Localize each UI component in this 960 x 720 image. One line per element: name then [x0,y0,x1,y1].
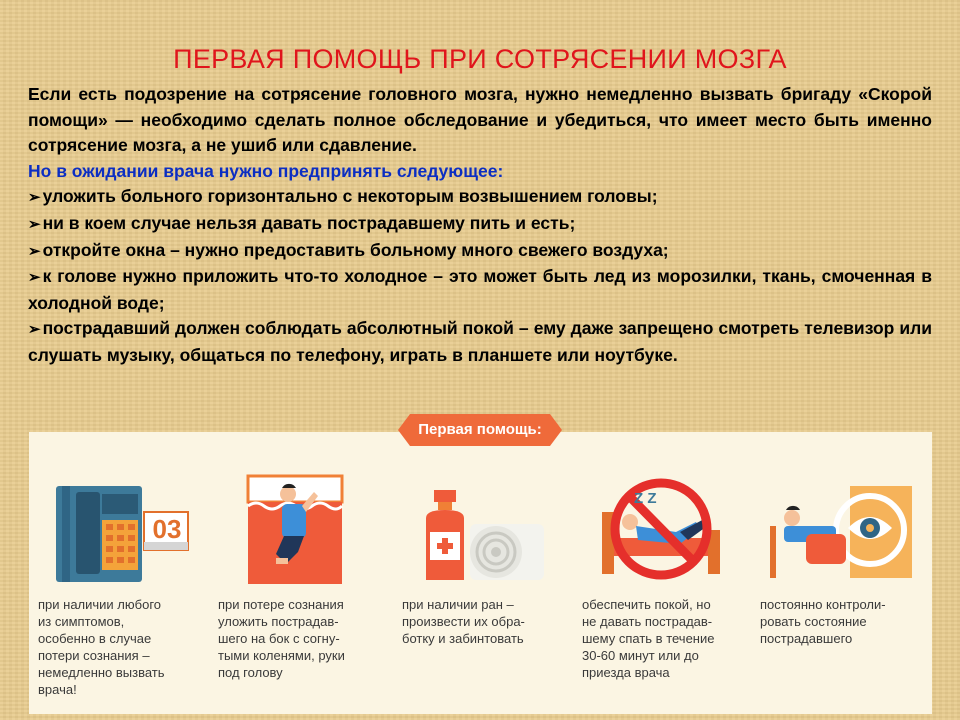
arrow-bullet-icon: ➢ [28,321,41,339]
arrow-bullet-icon: ➢ [28,269,41,287]
arrow-bullet-icon: ➢ [28,242,41,260]
intro-paragraph: Если есть подозрение на сотрясение головного мозга, нужно немедленно вызвать бригаду «Скорой помощи» — необходимо сделать полное обследование и убедиться, что имеет место быть именно сотрясение мозга, а не ушиб или сдавление. [28,84,932,156]
bullet-item: ➢ к голове нужно приложить что-то холодное – это может быть лед из морозилки, ткань, смоченная в холодной воде; [28,266,932,313]
subheading: Но в ожидании врача нужно предпринять следующее: [28,160,504,181]
infographic-banner [398,414,562,446]
main-text [28,82,932,369]
bullet-item: ➢ пострадавший должен соблюдать абсолютный покой – ему даже запрещено смотреть телевизор или слушать музыку, общаться по телефону, играть в планшете или ноутбуке. [28,318,932,365]
bullet-item: ➢ уложить больного горизонтально с некоторым возвышением головы; [28,186,658,207]
sleep-letters: Z Z [634,490,657,507]
side-position-icon [246,472,344,584]
phone-number-label: 03 [152,514,182,544]
monitor-icon [766,486,914,582]
step-caption: при потере сознания уложить пострадав- шего на бок с согну- тыми коленями, руки под голову [218,597,345,680]
page-title: ПЕРВАЯ ПОМОЩЬ ПРИ СОТРЯСЕНИИ МОЗГА [173,44,787,74]
step-caption: обеспечить покой, но не давать пострадав- шему спать в течение 30-60 минут или до приезда врача [582,597,715,680]
bullet-item: ➢ откройте окна – нужно предоставить больному много свежего воздуха; [28,239,669,260]
step-caption: при наличии ран – произвести их обра- ботку и забинтовать [402,597,525,646]
banner-label: Первая помощь: [418,421,542,438]
arrow-bullet-icon: ➢ [28,215,41,233]
bandage-icon [420,488,548,584]
no-sleep-icon [596,474,726,586]
arrow-bullet-icon: ➢ [28,189,41,207]
bullet-item: ➢ ни в коем случае нельзя давать пострадавшему пить и есть; [28,212,576,233]
step-caption: постоянно контроли- ровать состояние пострадавшего [760,597,886,646]
step-caption: при наличии любого из симптомов, особенно в случае потери сознания – немедленно вызвать врача! [38,597,165,697]
